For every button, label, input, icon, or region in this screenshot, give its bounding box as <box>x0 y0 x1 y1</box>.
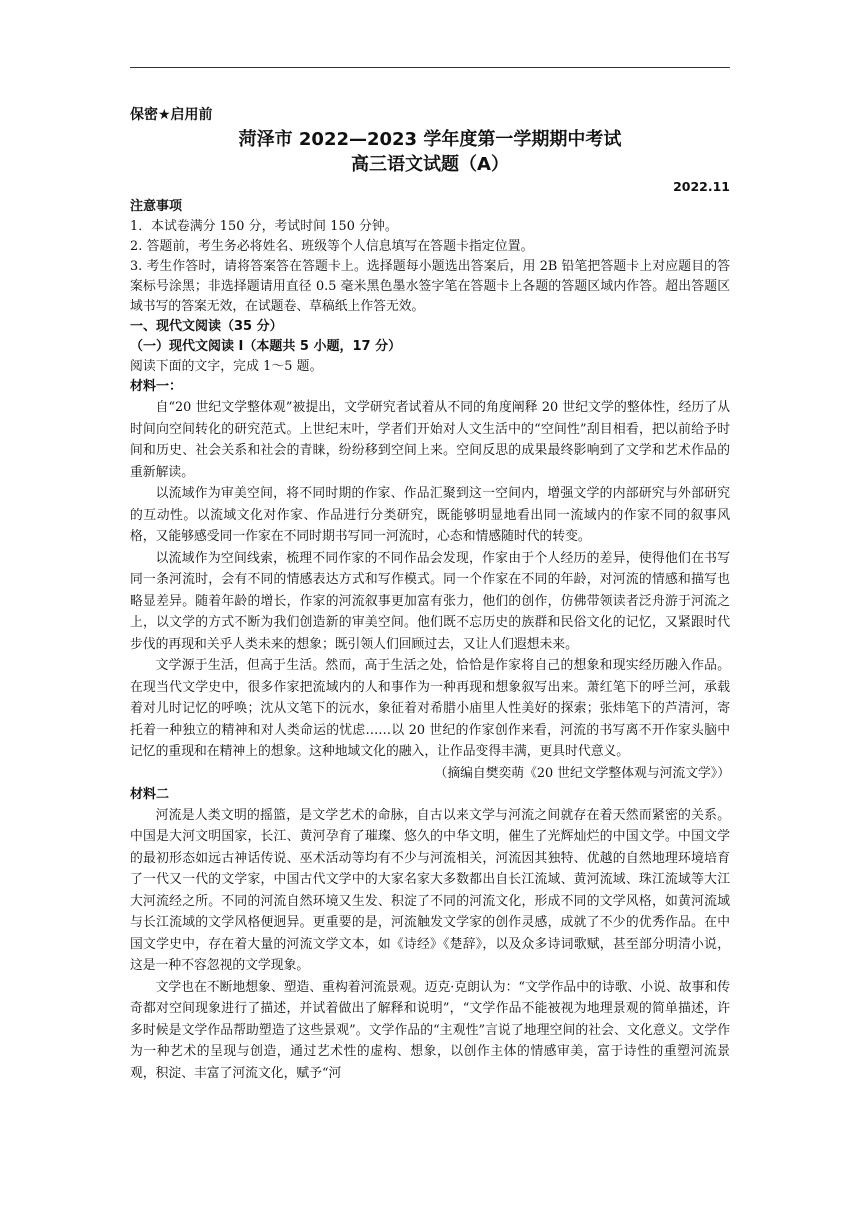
subsection-heading: （一）现代文阅读 I（本题共 5 小题，17 分） <box>130 339 402 354</box>
confidential-mark: 保密★启用前 <box>130 107 213 123</box>
notice-heading: 注意事项 <box>130 199 183 214</box>
material-1-label: 材料一： <box>130 379 183 394</box>
header-rule <box>130 67 730 68</box>
exam-title: 菏泽市 2022—2023 学年度第一学期期中考试 <box>238 129 622 150</box>
exam-subtitle: 高三语文试题（A） <box>351 154 509 175</box>
exam-date: 2022.11 <box>673 179 730 194</box>
exam-document <box>130 100 730 1084</box>
material-1-paragraph-2: 以流域作为审美空间，将不同时期的作家、作品汇聚到这一空间内，增强文学的内部研究与外部研究的互动性。以流域文化对作家、作品进行分类研究，既能够明显地看出同一流域内的作家不同的叙事风格，又能够感受同一作家在不同时期书写同一河流时，心态和情感随时代的转变。 <box>130 486 730 544</box>
material-2-label: 材料二 <box>130 786 170 802</box>
material-1-source: （摘编自樊奕萌《20 世纪文学整体观与河流文学》） <box>434 765 730 781</box>
material-2-paragraph-1: 河流是人类文明的摇篮，是文学艺术的命脉，自古以来文学与河流之间就存在着天然而紧密的关系。中国是大河文明国家，长江、黄河孕育了璀璨、悠久的中华文明，催生了光辉灿烂的中国文学。中国文学的最初形态如远古神话传说、巫术活动等均有不少与河流相关，河流因其独特、优越的自然地理环境培育了一代又一代的文学家，中国古代文学中的大家名家大多数都出自长江流域、黄河流域、珠江流域等大江大河流经之所。不同的河流自然环境又生发、积淀了不同的河流文化，形成不同的文学风格，如黄河流域与长江流域的文学风格便迥异。更重要的是，河流触发文学家的创作灵感，成就了不少的优秀作品。在中国文学史中，存在着大量的河流文学文本，如《诗经》《楚辞》，以及众多诗词歌赋，甚至部分明清小说，这是一种不容忽视的文学现象。 <box>130 807 730 973</box>
section-heading: 一、现代文阅读（35 分） <box>130 319 283 334</box>
notice-item-3: 3. 考生作答时，请将答案答在答题卡上。选择题每小题选出答案后，用 2B 铅笔把答题卡上对应题目的答案标号涂黑；非选择题请用直径 0.5 毫米黑色墨水签字笔在答题卡上各题的答题区域内作答。超出答题区域书写的答案无效，在试题卷、草稿纸上作答无效。 <box>130 259 730 314</box>
notice-item-1: 1．本试卷满分 150 分，考试时间 150 分钟。 <box>130 219 398 234</box>
material-2-paragraph-2: 文学也在不断地想象、塑造、重构着河流景观。迈克·克朗认为：“文学作品中的诗歌、小说、故事和传奇都对空间现象进行了描述，并试着做出了解释和说明”，“文学作品不能被视为地理景观的简单描述，许多时候是文学作品帮助塑造了这些景观”。文学作品的“主观性”言说了地理空间的社会、文化意义。文学作为一种艺术的呈现与创造，通过艺术性的虚构、想象，以创作主体的情感审美，富于诗性的重塑河流景观，积淀、丰富了河流文化，赋予“河 <box>130 979 730 1081</box>
notice-item-2: 2. 答题前，考生务必将姓名、班级等个人信息填写在答题卡指定位置。 <box>130 239 534 254</box>
material-1-paragraph-3: 以流域作为空间线索，梳理不同作家的不同作品会发现，作家由于个人经历的差异，使得他们在书写同一条河流时，会有不同的情感表达方式和写作模式。同一个作家在不同的年龄，对河流的情感和描写也略显差异。随着年龄的增长，作家的河流叙事更加富有张力，他们的创作，仿佛带领读者泛舟游于河流之上，以文学的方式不断为我们创造新的审美空间。他们既不忘历史的族群和民俗文化的记忆，又紧跟时代步伐的再现和关乎人类未来的想象；既引领人们回顾过去，又让人们遐想未来。 <box>130 550 730 652</box>
reading-instruction: 阅读下面的文字，完成 1～5 题。 <box>130 359 323 374</box>
material-1-paragraph-1: 自“20 世纪文学整体观”被提出，文学研究者试着从不同的角度阐释 20 世纪文学的整体性，经历了从时间向空间转化的研究范式。上世纪末叶，学者们开始对人文生活中的“空间性”刮目相看，把以前给予时间和历史、社会关系和社会的青睐，纷纷移到空间上来。空间反思的成果最终影响到了文学和艺术作品的重新解读。 <box>130 400 730 480</box>
material-1-paragraph-4: 文学源于生活，但高于生活。然而，高于生活之处，恰恰是作家将自己的想象和现实经历融入作品。在现当代文学史中，很多作家把流域内的人和事作为一种再现和想象叙写出来。萧红笔下的呼兰河，承载着对儿时记忆的呼唤；沈从文笔下的沅水，象征着对希腊小庙里人性美好的探索；张炜笔下的芦清河，寄托着一种独立的精神和对人类命运的忧虑……以 20 世纪的作家创作来看，河流的书写离不开作家头脑中记忆的重现和在精神上的想象。这种地域文化的融入，让作品变得丰满，更具时代意义。 <box>130 658 730 759</box>
